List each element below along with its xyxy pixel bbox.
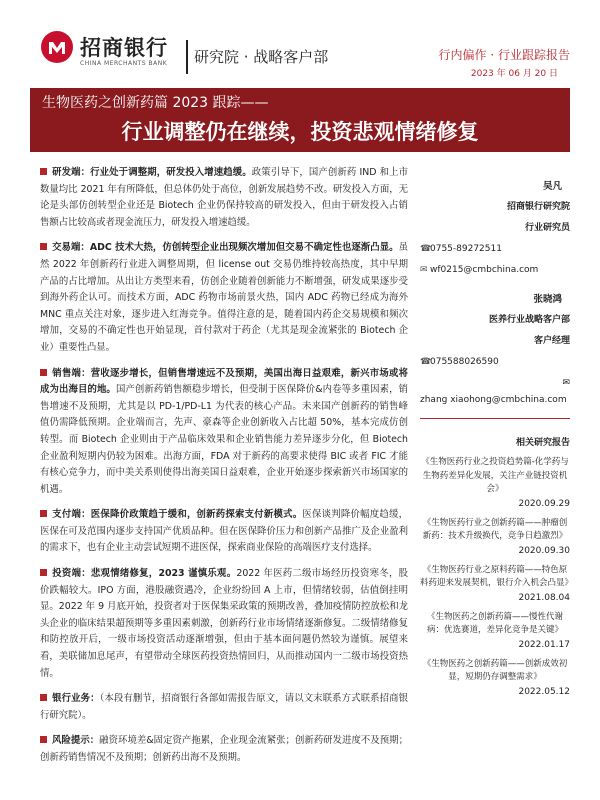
related-report-title[interactable]: 《生物医药行业之原料药篇——特色原料药迎来发展契机，银行介入机会凸显》 — [420, 564, 574, 588]
paragraph-body: （本段有删节，招商银行各部如需报告原文，请以文末联系方式联系招商银行研究院）。 — [40, 693, 408, 721]
mail-icon: ✉ — [562, 378, 570, 388]
report-header — [0, 0, 600, 90]
paragraph-lead: 销售端：营收逐步增长，但销售增速远不及预期，美国出海日益艰难，新兴市场或将成为出海目的地。 — [40, 367, 408, 396]
related-report[interactable] — [420, 456, 570, 509]
summary-paragraph-deals — [40, 240, 408, 356]
report-type: 行内偏作 · 行业跟踪报告 — [438, 48, 570, 62]
analyst-email[interactable] — [420, 376, 570, 391]
analyst-role: 客户经理 — [533, 336, 570, 346]
bullet-icon — [40, 369, 47, 376]
cmb-logo-icon — [40, 30, 74, 64]
brand-name-english: CHINA MERCHANTS BANK — [80, 60, 168, 67]
analyst-dept: 医养行业战略客户部 — [488, 315, 570, 325]
email-address[interactable]: zhang xiaohong@cmbchina.com — [420, 395, 567, 405]
bullet-icon — [40, 694, 47, 701]
related-reports-title: 相关研究报告 — [515, 438, 570, 448]
analyst-name: 张晓鸿 — [533, 294, 562, 305]
summary-paragraph-risk — [40, 733, 408, 766]
phone-number: 075588026590 — [430, 357, 499, 367]
analyst-role: 行业研究员 — [524, 223, 570, 233]
related-report-title[interactable]: 《生物医药行业之创新药篇——肿瘤创新药：技术升级换代，竞争日趋激烈》 — [422, 517, 568, 541]
analyst-card — [420, 179, 570, 278]
sidebar — [420, 165, 574, 697]
analyst-phone — [420, 242, 570, 257]
paragraph-lead: 风险提示： — [52, 735, 100, 747]
related-report[interactable] — [420, 611, 570, 650]
mail-icon: ✉ — [420, 265, 428, 275]
report-title: 行业调整仍在继续，投资悲观情绪修复 — [121, 120, 479, 144]
summary-paragraph-rnd — [40, 165, 408, 231]
department-name: 研究院 · 战略客户部 — [194, 48, 329, 66]
header-divider — [186, 40, 188, 74]
report-date: 2023 年 06 月 20 日 — [470, 69, 558, 79]
phone-number: 0755-89272511 — [430, 244, 502, 254]
bullet-icon — [40, 243, 47, 250]
summary-paragraph-banking — [40, 691, 408, 724]
bullet-icon — [40, 736, 47, 743]
paragraph-body: 国产创新药销售额稳步增长，但受制于医保降价&内卷等多重因素，销售增速不及预期，尤其是以 PD-1/PD-L1 为代表的核心产品。未来国产创新药的销售峰值仍需降低预期。企业端而言，先声、豪森等企业创新收入占比超 50%，基本完成仿创转型。而 Biotech 企业则由于产品临床效果和企业销售能力差异逐步分化，但 Biotech 企业盈利短期内仍较为困难。出海方面，FDA 对于新药的高要求使得 BIC 或者 FIC 才能有核心竞争力，而中美关系则使得出海美国日益艰难，企业开始逐步探索新兴市场国家的机遇。 — [40, 384, 408, 495]
bullet-icon — [40, 569, 47, 576]
paragraph-lead: 交易端：ADC 技术大热，仿创转型企业出现频次增加但交易不确定性也逐渐凸显。 — [52, 242, 399, 254]
related-report-date: 2020.09.30 — [518, 545, 570, 556]
paragraph-lead: 银行业务： — [52, 693, 100, 705]
paragraph-lead: 投资端：悲观情绪修复，2023 谨慎乐观。 — [52, 568, 237, 580]
bullet-icon — [40, 168, 47, 175]
related-report-date: 2022.01.17 — [518, 639, 570, 650]
phone-icon: ☎ — [420, 357, 432, 367]
analyst-phone — [420, 355, 570, 370]
paragraph-body: 2022 年医药二级市场经历投资寒冬，股价跌幅较大。IPO 方面，港股融资遇冷，企业纷纷回 A 上市，但情绪较弱，估值倒挂明显。2022 年 9 月底开始，投资者对于医保集采政策的预期改善，叠加疫情防控放松和龙头企业的临床结果超预期等多重因素刺激，创新药行业市场情绪逐渐修复。二级情绪修复和防控放开后，一级市场投资活动逐渐增强，但由于基本面问题仍然较为谨慎。展望来看，美联储加息尾声，有望带动全球医药投资热情回归，从而推动国内一二级市场投资热情。 — [40, 568, 409, 679]
paragraph-body: 虽然 2022 年创新药行业进入调整周期，但 license out 交易仍维持较高热度，其中早期产品的占比增加。从出让方类型来看，仿创企业随着创新能力不断增强，研发成果逐步受到海外药企认可。而技术方面，ADC 药物市场前景火热，国内 ADC 药物已经成为海外 MNC 重点关注对象，逐步进入红海竞争。值得注意的是，随着国内药企交易规模和频次增加，交易的不确定性也开始显现，首付款对于药企（尤其是现金流紧张的 Biotech 企业）重要性凸显。 — [40, 242, 408, 353]
bullet-icon — [40, 510, 47, 517]
paragraph-body: 医保谈判降价幅度趋缓，医保在可及范围内逐步支持国产优质品种。但在医保降价压力和创新产品推广及企业盈利的需求下，也有企业主动尝试短期不进医保，探索商业保险的高端医疗支付选择。 — [40, 509, 408, 554]
related-report-date: 2021.08.04 — [518, 592, 570, 603]
summary-paragraph-sales — [40, 366, 408, 499]
related-report[interactable] — [420, 658, 570, 697]
summary-paragraph-investment — [40, 566, 408, 682]
related-report[interactable] — [420, 564, 574, 603]
summary-paragraph-payment — [40, 507, 408, 557]
email-address[interactable]: wf0215@cmbchina.com — [430, 265, 539, 275]
analyst-card — [420, 292, 570, 408]
paragraph-lead: 研发端：行业处于调整期，研发投入增速趋缓。 — [52, 167, 252, 178]
report-subtitle: 生物医药之创新药篇 2023 跟踪—— — [42, 95, 269, 111]
paragraph-lead: 支付端：医保降价政策趋于缓和，创新药探索支付新模式。 — [52, 509, 303, 521]
report-summary — [40, 165, 408, 776]
analyst-dept: 招商银行研究院 — [506, 202, 570, 212]
sidebar-divider — [420, 418, 570, 419]
related-report-date: 2022.05.12 — [518, 686, 570, 697]
related-report[interactable] — [420, 517, 570, 556]
related-report-title[interactable]: 《生物医药行业之投资趋势篇-化学药与生物药差异化发展，关注产业链投资机会》 — [421, 457, 569, 494]
related-report-date: 2020.09.29 — [518, 498, 570, 509]
phone-icon: ☎ — [420, 244, 432, 254]
paragraph-body: 政策引导下，国产创新药 IND 和上市数量均比 2021 年有所降低，但总体仍处于高位，创新发展趋势不改。研发投入方面，无论是头部仿创转型企业还是 Biotech 企业仍保持较高的研发投入，但由于研发投入占销售额占比较高或者现金流压力，研发投入增速趋缓。 — [40, 167, 408, 228]
brand-name: 招商银行 — [80, 36, 168, 60]
paragraph-body: 融资环境差&固定资产拖累，企业现金流紧张；创新药研发进度不及预期；创新药销售情况不及预期；创新药出海不及预期。 — [40, 735, 408, 763]
title-banner — [30, 88, 570, 152]
analyst-email[interactable] — [420, 263, 570, 278]
analyst-name: 吴凡 — [542, 181, 562, 192]
related-report-title[interactable]: 《生物医药之创新药篇——创新成效初显，短期仍存调整需求》 — [422, 658, 568, 682]
related-report-title[interactable]: 《生物医药之创新药篇——慢性代谢病：优选赛道，差异化竞争是关键》 — [426, 611, 563, 635]
